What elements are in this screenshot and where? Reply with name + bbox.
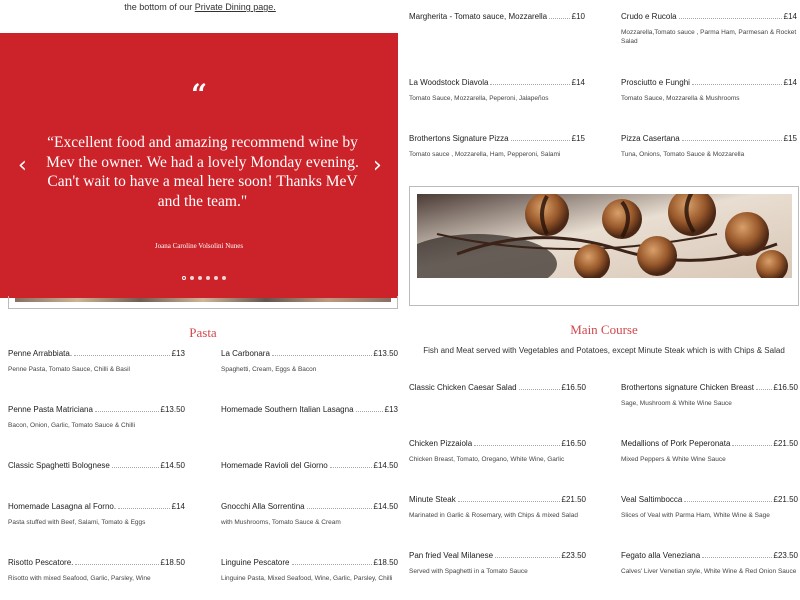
menu-item-name: Veal Saltimbocca (621, 495, 683, 504)
menu-item-price: £16.50 (561, 383, 586, 392)
main-course-subtitle: Fish and Meat served with Vegetables and Potatoes, except Minute Steak which is with Chips & Salad (423, 346, 785, 355)
menu-item-leader (95, 407, 159, 412)
chevron-left-icon[interactable]: ‹ (18, 153, 27, 178)
menu-item-name: Brothertons Signature Pizza (409, 134, 509, 143)
menu-item-name: Prosciutto e Funghi (621, 78, 690, 87)
private-dining-note (0, 0, 400, 14)
chevron-right-icon[interactable]: › (373, 153, 382, 178)
quote-icon: “ (190, 78, 208, 111)
menu-item (621, 78, 797, 103)
menu-item-price: £14.50 (160, 461, 185, 470)
image-frame-left (8, 296, 398, 309)
menu-item-name: Crudo e Rucola (621, 12, 677, 21)
menu-item-price: £13 (171, 349, 185, 358)
slider-dot[interactable] (206, 276, 210, 280)
menu-item-name: Brothertons signature Chicken Breast (621, 383, 754, 392)
menu-item (621, 383, 798, 408)
menu-item (621, 439, 798, 464)
menu-item-name: Minute Steak (409, 495, 456, 504)
menu-item-leader (356, 407, 383, 412)
menu-item-name: Penne Pasta Matriciana (8, 405, 93, 414)
private-dining-note-text: the bottom of our (124, 2, 193, 12)
menu-item-price: £14 (171, 502, 185, 511)
menu-item-leader (474, 441, 559, 446)
menu-item (8, 558, 185, 583)
menu-item-name: Pizza Casertana (621, 134, 680, 143)
menu-item-price: £14.50 (373, 461, 398, 470)
menu-item (8, 461, 185, 477)
menu-item-leader (519, 385, 560, 390)
menu-item-name: Fegato alla Veneziana (621, 551, 701, 560)
menu-item-leader (495, 553, 559, 558)
private-dining-link[interactable]: Private Dining page. (194, 2, 276, 12)
menu-item-price: £14 (783, 12, 797, 21)
menu-item-price: £15 (783, 134, 797, 143)
menu-item-leader (307, 504, 372, 509)
menu-item-price: £13 (384, 405, 398, 414)
menu-item-price: £18.50 (373, 558, 398, 567)
menu-item (221, 558, 398, 583)
menu-item-price: £23.50 (773, 551, 798, 560)
menu-item (409, 383, 586, 399)
menu-item-description: Penne Pasta, Tomato Sauce, Chilli & Basil (8, 366, 131, 373)
slider-dot[interactable] (214, 276, 218, 280)
menu-item-name: Homemade Lasagna al Forno. (8, 502, 117, 511)
menu-item (409, 551, 586, 576)
menu-item-name: Margherita - Tomato sauce, Mozzarella (409, 12, 548, 21)
menu-item-name: Classic Spaghetti Bolognese (8, 461, 110, 470)
menu-item-name: Gnocchi Alla Sorrentina (221, 502, 305, 511)
menu-item-name: Pan fried Veal Milanese (409, 551, 494, 560)
menu-item-name: Risotto Pescatore. (8, 558, 74, 567)
main-course-title: Main Course (570, 322, 638, 337)
menu-item-leader (756, 385, 772, 390)
menu-item (621, 551, 798, 576)
menu-item-leader (490, 80, 569, 85)
menu-item-name: Classic Chicken Caesar Salad (409, 383, 517, 392)
slider-dot[interactable] (190, 276, 194, 280)
menu-item-description: Sage, Mushroom & White Wine Sauce (621, 400, 732, 407)
menu-item (221, 349, 398, 374)
menu-item-description: Calves' Liver Venetian style, White Wine & Red Onion Sauce (621, 568, 797, 575)
menu-item-leader (549, 14, 570, 19)
menu-item-name: Linguine Pescatore (221, 558, 290, 567)
menu-item-price: £13.50 (160, 405, 185, 414)
menu-item-description: Slices of Veal with Parma Ham, White Wine & Sage (621, 512, 770, 519)
menu-item-name: Penne Arrabbiata. (8, 349, 73, 358)
menu-item (409, 134, 585, 159)
menu-item-leader (458, 497, 560, 502)
menu-item-description: Tomato sauce , Mozzarella, Ham, Pepperoni, Salami (409, 151, 561, 158)
menu-item-leader (684, 497, 771, 502)
menu-item-price: £10 (571, 12, 585, 21)
menu-item (409, 495, 586, 520)
testimonial-slider (0, 33, 398, 298)
menu-item-name: Chicken Pizzaiola (409, 439, 473, 448)
menu-item (621, 495, 798, 520)
menu-item-name: La Carbonara (221, 349, 270, 358)
menu-item-leader (732, 441, 771, 446)
slider-dot[interactable] (222, 276, 226, 280)
menu-item (221, 502, 398, 527)
dessert-image (417, 194, 792, 278)
menu-item-leader (112, 463, 159, 468)
menu-item (409, 439, 586, 464)
menu-item-leader (292, 560, 372, 565)
menu-item-price: £16.50 (773, 383, 798, 392)
menu-item-description: Mozzarella,Tomato sauce , Parma Ham, Parmesan & Rocket Salad (621, 29, 797, 45)
menu-item-leader (682, 136, 782, 141)
menu-item-name: La Woodstock Diavola (409, 78, 489, 87)
menu-item-description: Pasta stuffed with Beef, Salami, Tomato & Eggs (8, 519, 146, 526)
pasta-title: Pasta (189, 325, 217, 340)
menu-item-price: £21.50 (773, 495, 798, 504)
menu-item-description: Tomato Sauce, Mozzarella & Mushrooms (621, 95, 740, 102)
menu-item-price: £13.50 (373, 349, 398, 358)
menu-item (8, 349, 185, 374)
menu-item-leader (702, 553, 771, 558)
menu-item-leader (272, 351, 372, 356)
dessert-image-strip (15, 298, 391, 302)
menu-item-description: Tuna, Onions, Tomato Sauce & Mozzarella (621, 151, 745, 158)
menu-item-name: Homemade Southern Italian Lasagna (221, 405, 354, 414)
menu-item-description: Marinated in Garlic & Rosemary, with Chips & mixed Salad (409, 512, 578, 519)
dessert-image-frame (409, 186, 799, 306)
slider-dot[interactable] (198, 276, 202, 280)
menu-item-price: £18.50 (160, 558, 185, 567)
menu-item (621, 134, 797, 159)
menu-item-name: Medallions of Pork Peperonata (621, 439, 731, 448)
testimonial-author: Joana Caroline Volsolini Nunes (154, 242, 244, 250)
menu-item-price: £21.50 (773, 439, 798, 448)
slider-pagination (182, 276, 226, 282)
menu-item-description: Linguine Pasta, Mixed Seafood, Wine, Garlic, Parsley, Chilli (221, 575, 393, 582)
menu-item-price: £14 (783, 78, 797, 87)
menu-item-price: £14.50 (373, 502, 398, 511)
slider-dot[interactable] (182, 276, 186, 280)
menu-item-leader (74, 351, 170, 356)
menu-item (8, 405, 185, 430)
menu-item-price: £14 (571, 78, 585, 87)
menu-item-leader (75, 560, 158, 565)
menu-item-description: Chicken Breast, Tomato, Oregano, White Wine, Garlic (409, 456, 565, 463)
menu-item-leader (679, 14, 782, 19)
menu-item-description: Tomato Sauce, Mozzarella, Peperoni, Jalapeños (409, 95, 549, 102)
menu-item-description: with Mushrooms, Tomato Sauce & Cream (221, 519, 341, 526)
menu-item-price: £16.50 (561, 439, 586, 448)
menu-item-leader (692, 80, 782, 85)
menu-item (409, 78, 585, 103)
testimonial-quote: “Excellent food and amazing recommend wine by Mev the owner. We had a lovely Monday evening. Can't wait to have a meal here soon! Thanks MeV and the team." (46, 134, 359, 210)
menu-item-price: £15 (571, 134, 585, 143)
menu-item-price: £23.50 (561, 551, 586, 560)
menu-item (409, 12, 585, 28)
menu-item-description: Bacon, Onion, Garlic, Tomato Sauce & Chilli (8, 422, 136, 429)
menu-item-description: Served with Spaghetti in a Tomato Sauce (409, 568, 528, 575)
menu-item-description: Mixed Peppers & White Wine Sauce (621, 456, 726, 463)
menu-item-leader (118, 504, 170, 509)
menu-item (221, 405, 398, 421)
menu-item (221, 461, 398, 477)
menu-item (8, 502, 185, 527)
menu-item-leader (511, 136, 570, 141)
menu-item-leader (330, 463, 372, 468)
menu-item-description: Risotto with mixed Seafood, Garlic, Parsley, Wine (8, 575, 151, 582)
menu-item (621, 12, 797, 46)
menu-item-price: £21.50 (561, 495, 586, 504)
menu-item-name: Homemade Ravioli del Giorno (221, 461, 328, 470)
menu-item-description: Spaghetti, Cream, Eggs & Bacon (221, 366, 317, 373)
